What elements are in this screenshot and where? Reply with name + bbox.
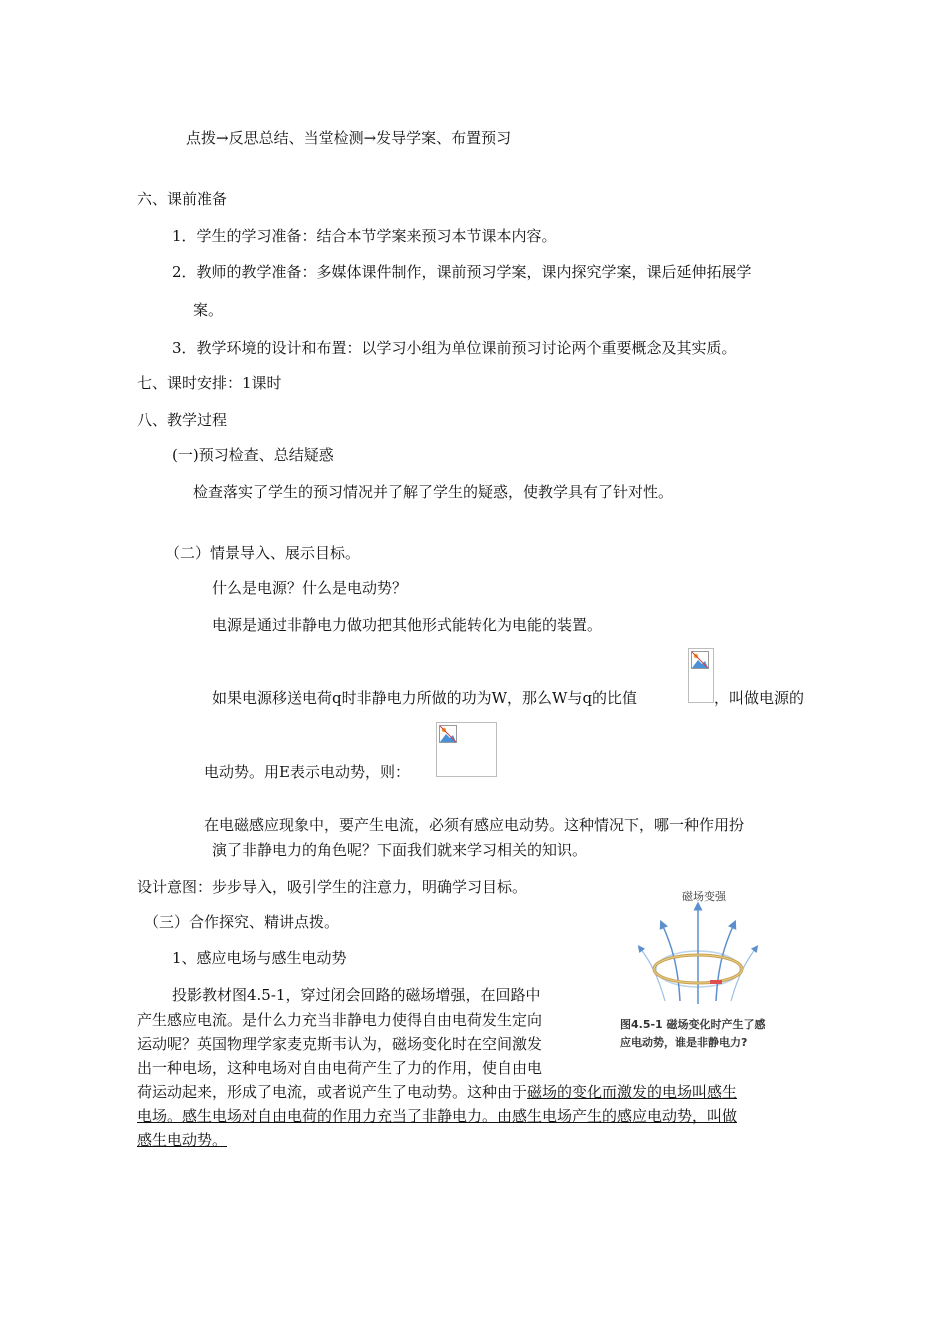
field-line-left <box>662 924 680 1001</box>
section-seven-heading: 七、课时安排：1课时 <box>137 374 282 392</box>
field-line-far-right <box>731 948 756 1001</box>
subsection-heading: 1、感应电场与感生电动势 <box>172 949 347 967</box>
emf-definition-a: 如果电源移送电荷q时非静电力所做的功为W，那么W与q的比值 <box>212 689 638 707</box>
body-line-7: 感生电动势。 <box>137 1131 228 1149</box>
part-one-heading: (一)预习检查、总结疑惑 <box>172 446 334 464</box>
prep-item-3: 3．教学环境的设计和布置：以学习小组为单位课前预习讨论两个重要概念及其实质。 <box>172 339 737 357</box>
body-line-5-underlined: 磁场的变化而激发的电场叫感生 <box>527 1083 738 1101</box>
loop-segment <box>710 980 722 984</box>
body-line-4: 出一种电场，这种电场对自由电荷产生了力的作用，使自由电 <box>137 1059 543 1077</box>
prep-item-1: 1．学生的学习准备：结合本节学案来预习本节课本内容。 <box>172 227 557 245</box>
formula-image-emf <box>436 722 497 777</box>
figure-caption-1: 图4.5-1 磁场变化时产生了感 <box>620 1018 766 1031</box>
induction-line-2: 演了非静电力的角色呢？下面我们就来学习相关的知识。 <box>212 841 588 859</box>
body-line-5 <box>137 1082 737 1102</box>
body-line-5-plain: 荷运动起来，形成了电流，或者说产生了电动势。这种由于 <box>137 1083 528 1101</box>
section-eight-heading: 八、教学过程 <box>137 411 228 429</box>
field-line-right <box>716 924 734 1001</box>
emf-definition-b: ，叫做电源的 <box>714 689 805 707</box>
broken-image-icon <box>439 725 457 743</box>
prep-item-2b: 案。 <box>193 301 224 319</box>
magnetic-field-diagram <box>610 876 800 1011</box>
figure-4-5-1 <box>610 876 800 1056</box>
part-one-body: 检查落实了学生的预习情况并了解了学生的疑惑，使教学具有了针对性。 <box>193 483 674 501</box>
emf-definition-c: 电动势。用E表示电动势，则： <box>204 763 410 781</box>
induction-line-1: 在电磁感应现象中，要产生电流，必须有感应电动势。这种情况下，哪一种作用扮 <box>204 816 745 834</box>
design-intent: 设计意图：步步导入，吸引学生的注意力，明确学习目标。 <box>137 878 528 896</box>
part-two-heading: （二）情景导入、展示目标。 <box>165 544 361 562</box>
process-line: 点拨→反思总结、当堂检测→发导学案、布置预习 <box>186 129 512 147</box>
body-line-2: 产生感应电流。是什么力充当非静电力使得自由电荷发生定向 <box>137 1011 543 1029</box>
body-line-1: 投影教材图4.5-1，穿过闭会回路的磁场增强，在回路中 <box>172 986 541 1004</box>
answer-line: 电源是通过非静电力做功把其他形式能转化为电能的装置。 <box>212 616 603 634</box>
field-line-far-left <box>640 948 665 1001</box>
question-line: 什么是电源？什么是电动势？ <box>212 579 408 597</box>
prep-item-2a: 2．教师的教学准备：多媒体课件制作，课前预习学案，课内探究学案，课后延伸拓展学 <box>172 263 752 281</box>
body-line-6: 电场。感生电场对自由电荷的作用力充当了非静电力。由感生电场产生的感应电动势，叫做 <box>137 1107 738 1125</box>
body-line-3: 运动呢？英国物理学家麦克斯韦认为，磁场变化时在空间激发 <box>137 1035 543 1053</box>
formula-image-ratio <box>688 648 714 703</box>
broken-image-icon <box>691 651 709 669</box>
section-six-heading: 六、课前准备 <box>137 190 228 208</box>
part-three-heading: （三）合作探究、精讲点拨。 <box>144 913 340 931</box>
figure-label: 磁场变强 <box>682 890 726 903</box>
figure-caption-2: 应电动势，谁是非静电力? <box>620 1036 748 1049</box>
